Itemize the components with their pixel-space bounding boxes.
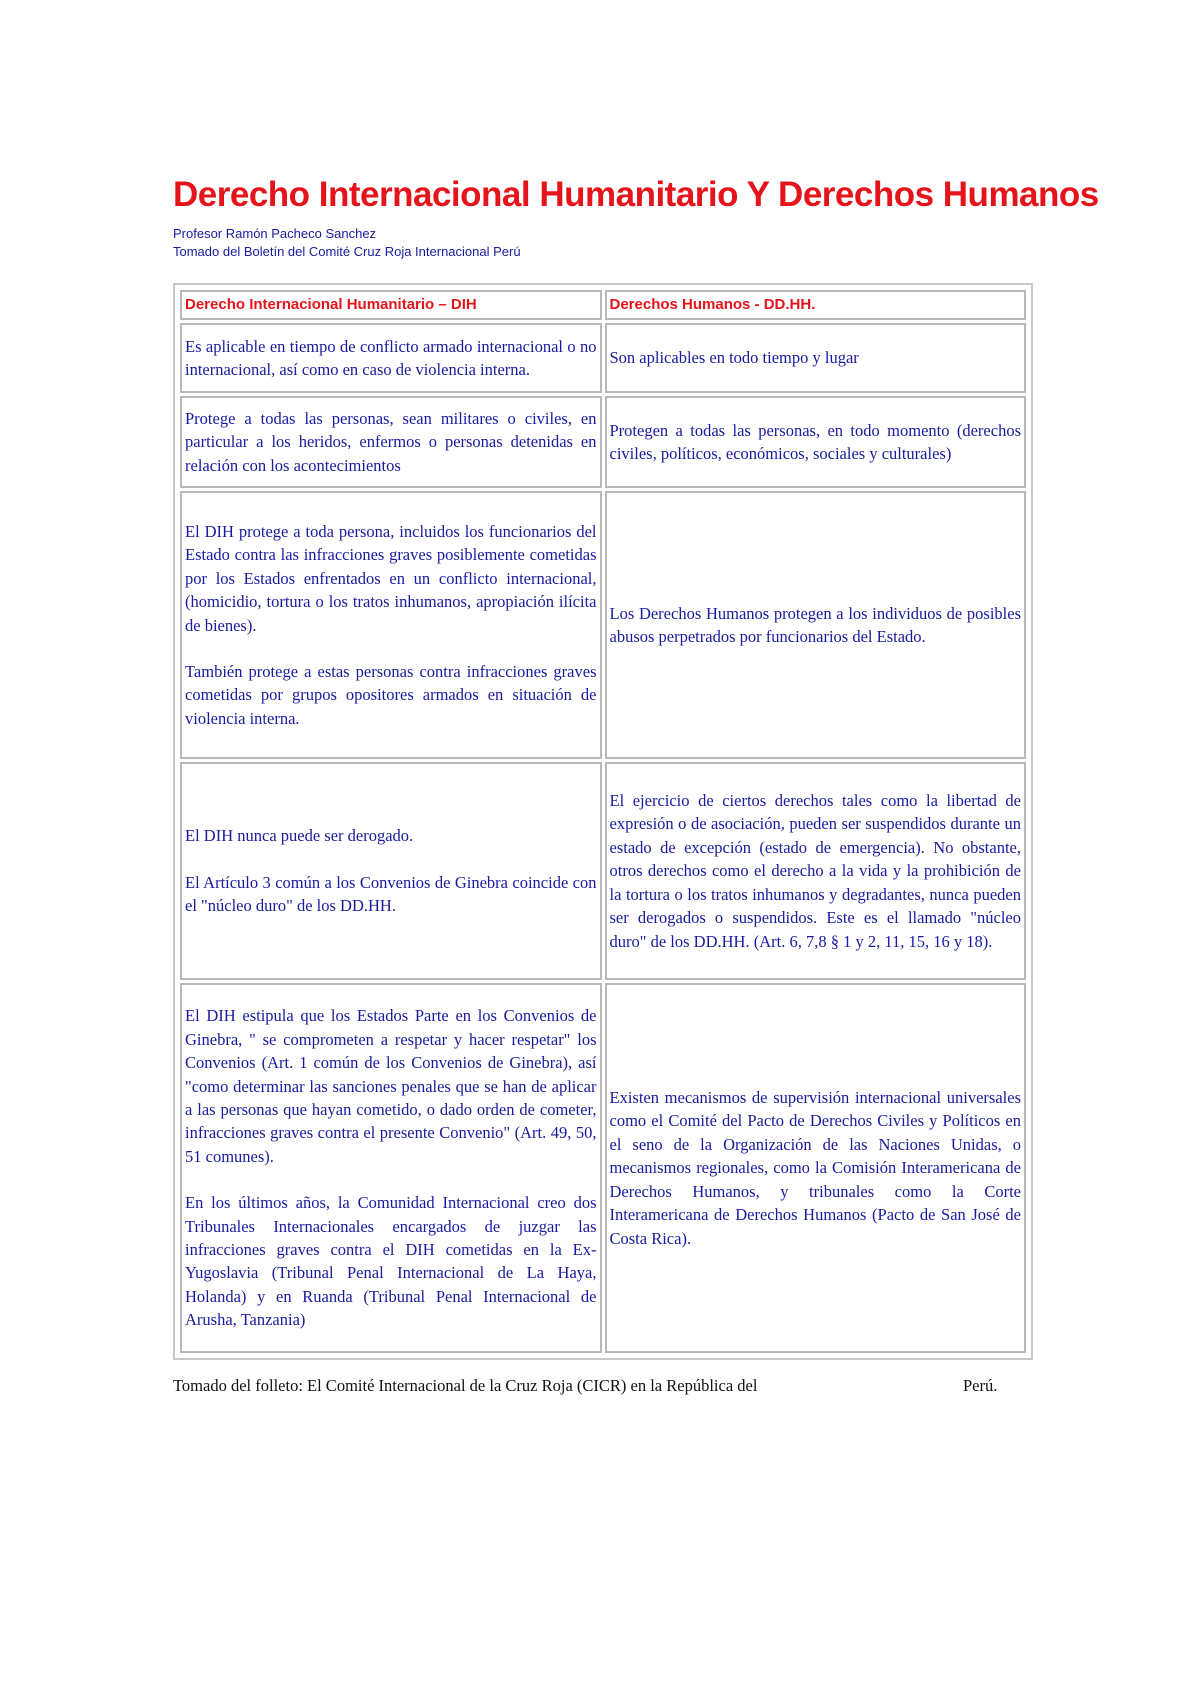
dih-cell (180, 396, 602, 488)
dih-paragraph: El DIH protege a toda persona, incluidos los funcionarios del Estado contra las infracciones graves posiblemente cometidas por los Estados enfrentados en un conflicto internacional, (homicidio, tortura o los tratos inhumanos, apropiación ilícita de bienes). (185, 521, 597, 635)
ddhh-cell (605, 323, 1027, 393)
dih-cell (180, 491, 602, 759)
dih-paragraph: Es aplicable en tiempo de conflicto armado internacional o no internacional, así como en caso de violencia interna. (185, 336, 597, 379)
ddhh-paragraph: Son aplicables en todo tiempo y lugar (609, 348, 859, 368)
comparison-table-frame (173, 283, 1033, 1360)
table-row (180, 983, 1026, 1353)
dih-paragraph: Protege a todas las personas, sean militares o civiles, en particular a los heridos, enfermos o personas detenidas en relación con los acontecimientos (185, 408, 597, 475)
footer-text: Tomado del folleto: El Comité Internacional de la Cruz Roja (CICR) en la República del (173, 1376, 758, 1395)
dih-paragraph: El DIH nunca puede ser derogado. (185, 826, 414, 846)
dih-cell (180, 762, 602, 980)
dih-cell (180, 323, 602, 393)
ddhh-paragraph: Existen mecanismos de supervisión internacional universales como el Comité del Pacto de Derechos Civiles y Políticos en el seno de la Organización de las Naciones Unidas, o mecanismos regionales, como la Comisión Interamericana de Derechos Humanos, y tribunales como la Corte Interamericana de Derechos Humanos (Pacto de San José de Costa Rica). (609, 1088, 1021, 1248)
ddhh-cell (605, 762, 1027, 980)
header-ddhh: Derechos Humanos - DD.HH. (605, 290, 1027, 320)
table-row (180, 323, 1026, 393)
dih-paragraph: El DIH estipula que los Estados Parte en los Convenios de Ginebra, " se comprometen a respetar y hacer respetar" los Convenios (Art. 1 común de los Convenios de Ginebra), así "como determinar las sanciones penales que se han de aplicar a las personas que hayan cometido, o dado orden de cometer, infracciones graves contra el presente Convenio" (Art. 49, 50, 51 comunes). (185, 1006, 597, 1166)
document-page (173, 173, 1099, 1395)
source-line: Tomado del Boletín del Comité Cruz Roja Internacional Perú (173, 244, 521, 259)
dih-paragraph: En los últimos años, la Comunidad Internacional creo dos Tribunales Internacionales encargados de juzgar las infracciones graves contra el DIH cometidas en la Ex-Yugoslavia (Tribunal Penal Internacional de La Haya, Holanda) y en Ruanda (Tribunal Penal Internacional de Arusha, Tanzania) (185, 1193, 597, 1330)
header-dih: Derecho Internacional Humanitario – DIH (180, 290, 602, 320)
ddhh-paragraph: Los Derechos Humanos protegen a los individuos de posibles abusos perpetrados por funcionarios del Estado. (609, 603, 1021, 646)
dih-paragraph: También protege a estas personas contra infracciones graves cometidas por grupos opositores armados en situación de violencia interna. (185, 661, 597, 728)
dih-cell (180, 983, 602, 1353)
table-row (180, 762, 1026, 980)
ddhh-cell (605, 491, 1027, 759)
ddhh-cell (605, 396, 1027, 488)
dih-paragraph: El Artículo 3 común a los Convenios de Ginebra coincide con el "núcleo duro" de los DD.HH. (185, 872, 597, 916)
ddhh-paragraph: Protegen a todas las personas, en todo momento (derechos civiles, políticos, económicos, sociales y culturales) (609, 420, 1021, 463)
table-row (180, 396, 1026, 488)
ddhh-paragraph: El ejercicio de ciertos derechos tales como la libertad de expresión o de asociación, pueden ser suspendidos durante un estado de excepción (estado de emergencia). No obstante, otros derechos como el derecho a la vida y la prohibición de la tortura o los tratos inhumanos y degradantes, nunca pueden ser derogados o suspendidos. Este es el llamado "núcleo duro" de los DD.HH. (Art. 6, 7,8 § 1 y 2, 11, 15, 16 y 18). (609, 791, 1021, 951)
footer-note (173, 1375, 1033, 1397)
footer-country: Perú. (963, 1376, 998, 1395)
author-line: Profesor Ramón Pacheco Sanchez (173, 226, 377, 241)
comparison-table (177, 287, 1029, 1356)
table-row (180, 491, 1026, 759)
ddhh-cell (605, 983, 1027, 1353)
table-header-row (180, 290, 1026, 320)
document-title: Derecho Internacional Humanitario Y Derechos Humanos (173, 175, 1099, 214)
